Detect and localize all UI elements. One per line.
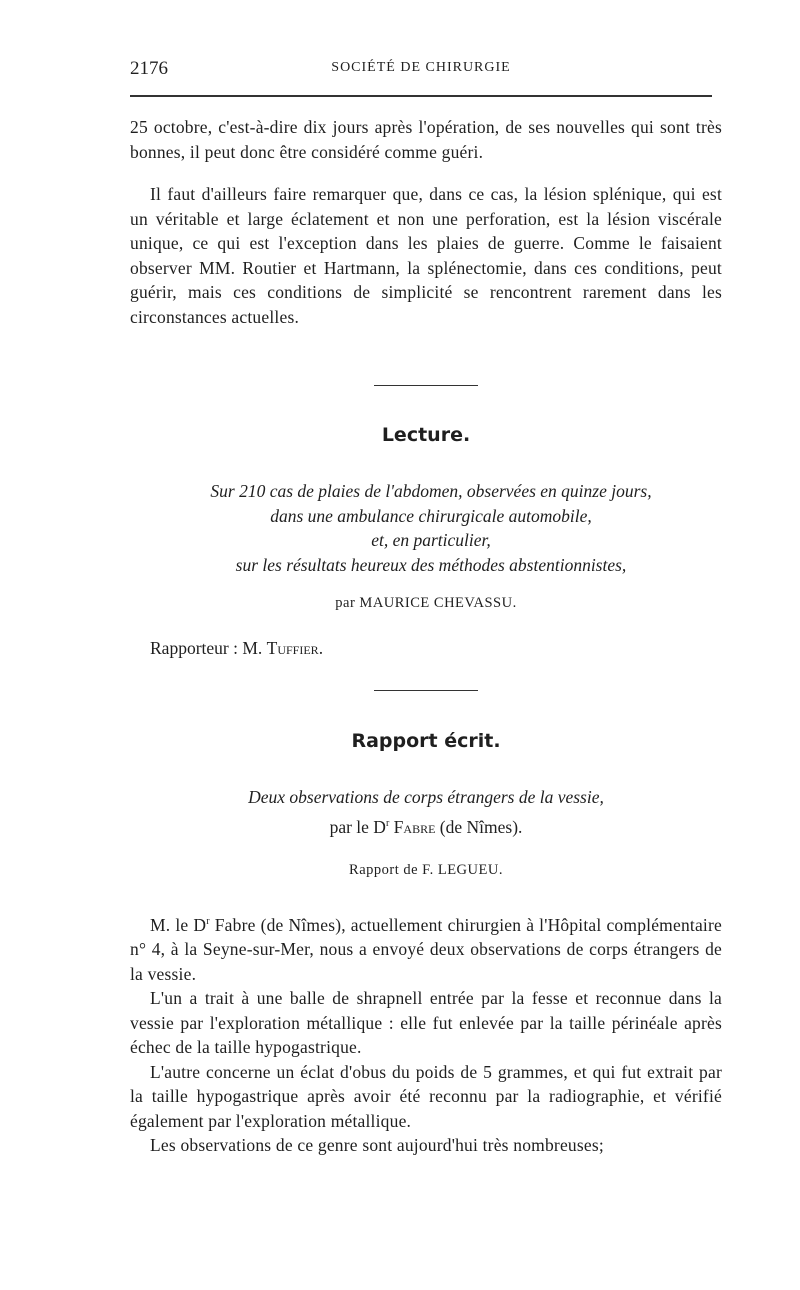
rapport-heading: Rapport écrit. [351, 730, 501, 752]
rapporteur-line [150, 638, 323, 659]
rapporteur-name: Tuffier. [266, 638, 324, 658]
rapport-title [130, 785, 722, 810]
byline-name: Fabre [393, 817, 436, 837]
rapport-title-text: Deux observations de corps étrangers de la vessie, [248, 787, 604, 807]
p1-prefix: M. le D [150, 914, 207, 935]
rapporteur-label: Rapporteur : M. [150, 638, 263, 658]
p1-rest: Fabre (de Nîmes), actuellement chirurgien à l'Hôpital complémentaire n° 4, à la Seyne-sur-Mer, nous a envoyé deux observations de corps étrangers de la vessie. [130, 914, 722, 984]
p1-sup: r [206, 916, 210, 927]
rapport-paragraph-3: L'autre concerne un éclat d'obus du poids de 5 grammes, et qui fut extrait par la taille hypogastrique après avoir été reconnu par la radiographie, et vérifié également par l'exploration métallique. [130, 1061, 722, 1131]
intro-text-1: 25 octobre, c'est-à-dire dix jours après l'opération, de ses nouvelles qui sont très bonnes, il peut donc être considéré comme guéri. [130, 117, 722, 162]
section-separator [374, 385, 478, 386]
byline-suffix: (de Nîmes). [439, 817, 523, 837]
rapport-paragraph-2: L'un a trait à une balle de shrapnell entrée par la fesse et reconnue dans la vessie par l'exploration métallique : elle fut enlevée par la taille périnéale après échec de la taille hypogastrique. [130, 988, 722, 1058]
lecture-heading: Lecture. [381, 424, 471, 446]
byline-prefix: par le D [329, 817, 386, 837]
lecture-title-line: sur les résultats heureux des méthodes abstentionnistes, [235, 554, 627, 575]
intro-paragraph-2 [130, 182, 722, 329]
lecture-title-line: Sur 210 cas de plaies de l'abdomen, observées en quinze jours, [210, 481, 652, 501]
lecture-title-line: et, en particulier, [371, 530, 491, 550]
section-separator [374, 690, 478, 691]
lecture-title [130, 479, 732, 577]
report-of: Rapport de F. LEGUEU. [349, 862, 503, 878]
rapport-byline [130, 817, 722, 838]
lecture-title-line: dans une ambulance chirurgicale automobile, [270, 505, 592, 526]
rapport-paragraph-1 [130, 910, 722, 986]
intro-paragraph-1 [130, 115, 722, 164]
rapport-paragraph-4: Les observations de ce genre sont aujourd'hui très nombreuses; [150, 1135, 604, 1156]
intro-text-2: Il faut d'ailleurs faire remarquer que, dans ce cas, la lésion splénique, qui est un véritable et large éclatement et non une perforation, est la lésion viscérale unique, ce qui est l'exception dans les plaies de guerre. Comme le faisaient observer MM. Routier et Hartmann, la splénectomie, dans ces conditions, peut guérir, mais ces conditions de simplicité se rencontrent rarement dans les circonstances actuelles. [130, 184, 722, 327]
byline-sup: r [385, 818, 390, 830]
page-number: 2176 [130, 58, 168, 79]
page-header [130, 58, 712, 84]
header-rule [130, 95, 712, 97]
lecture-author: par MAURICE CHEVASSU. [335, 595, 517, 611]
running-title: SOCIÉTÉ DE CHIRURGIE [331, 60, 511, 75]
rapport-paragraphs [130, 910, 722, 1158]
